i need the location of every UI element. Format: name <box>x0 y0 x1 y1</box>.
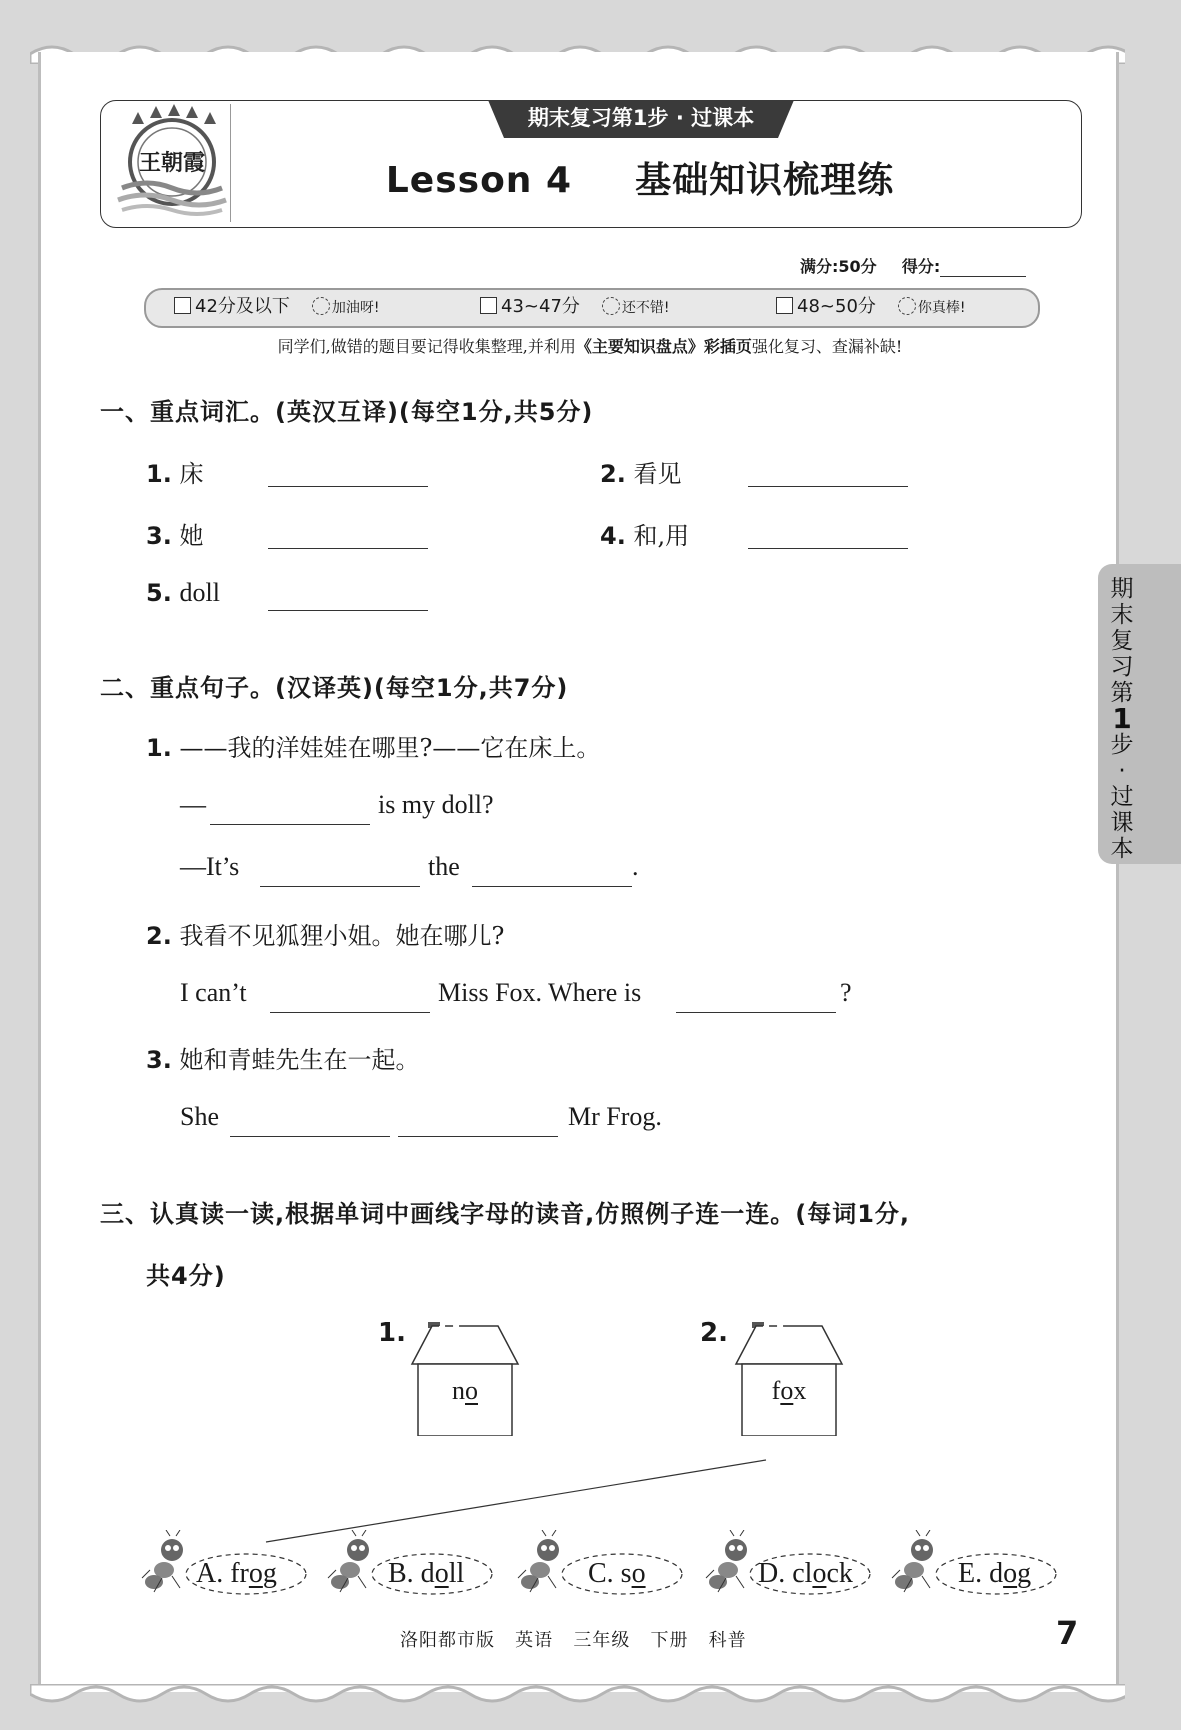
sentence-1-line-2-start: —It’s <box>180 852 240 881</box>
rating-comment: 你真棒! <box>898 300 966 316</box>
sentence-3-prompt: 3. 她和青蛙先生在一起。 <box>146 1046 420 1074</box>
house-1-number: 1. <box>378 1318 406 1348</box>
rating-range: 48~50分 <box>797 296 876 317</box>
page-number: 7 <box>1056 1614 1079 1652</box>
footer-edition: 洛阳都市版 英语 三年级 下册 科普 <box>400 1630 747 1651</box>
rating-range: 43~47分 <box>501 296 580 317</box>
lesson-subtitle: 基础知识梳理练 <box>635 160 895 201</box>
sentence-3-end: Mr Frog. <box>568 1102 662 1131</box>
section-3-title: 三、认真读一读,根据单词中画线字母的读音,仿照例子连一连。(每词1分, <box>100 1200 911 1228</box>
option-d-word[interactable]: D. clock <box>758 1558 853 1589</box>
sentence-2-mid: Miss Fox. Where is <box>438 978 642 1007</box>
vocab-item-3: 3. 她 <box>146 522 204 550</box>
sentence-2-end: ? <box>840 978 852 1007</box>
logo-lettering: 王朝霞 <box>138 150 206 176</box>
rating-comment: 还不错! <box>602 300 670 316</box>
option-a-word[interactable]: A. frog <box>196 1558 277 1589</box>
vocab-item-4: 4. 和,用 <box>600 522 690 550</box>
sentence-1-line-2-mid: the <box>428 852 460 881</box>
rating-comment: 加油呀! <box>312 300 380 316</box>
option-b-word[interactable]: B. doll <box>388 1558 465 1589</box>
house-2-word: fox <box>771 1376 807 1405</box>
sentence-1-line-2-end: . <box>632 852 639 881</box>
banner-title: 期末复习第1步 · 过课本 <box>527 106 755 130</box>
sentence-1-prompt: 1. ——我的洋娃娃在哪里?——它在床上。 <box>146 734 601 762</box>
option-e-word[interactable]: E. dog <box>958 1558 1032 1589</box>
sentence-1-line-1-end: is my doll? <box>378 790 494 819</box>
house-2-number: 2. <box>700 1318 728 1348</box>
study-tip: 同学们,做错的题目要记得收集整理,并利用《主要知识盘点》彩插页强化复习、查漏补缺! <box>277 337 903 356</box>
option-c-word[interactable]: C. so <box>588 1558 646 1589</box>
rating-range: 42分及以下 <box>195 296 290 317</box>
section-1-title: 一、重点词汇。(英汉互译)(每空1分,共5分) <box>100 398 594 426</box>
vocab-item-1: 1. 床 <box>146 460 204 488</box>
section-2-title: 二、重点句子。(汉译英)(每空1分,共7分) <box>100 674 569 702</box>
sentence-2-prompt: 2. 我看不见狐狸小姐。她在哪儿? <box>146 922 505 950</box>
tip-highlight: 《主要知识盘点》彩插页 <box>575 337 752 356</box>
score-label: 得分: <box>901 257 941 276</box>
sentence-2-start: I can’t <box>180 978 247 1007</box>
house-1-word: no <box>452 1376 478 1405</box>
vocab-item-5: 5. doll <box>146 578 220 607</box>
side-tab-label: 期末复习第 1 步·过课本 <box>1110 576 1134 862</box>
sentence-1-line-1-start: — <box>180 790 206 819</box>
lesson-number: Lesson 4 <box>385 160 573 201</box>
full-score: 满分:50分 <box>800 257 877 276</box>
vocab-item-2: 2. 看见 <box>600 460 682 488</box>
sentence-3-start: She <box>180 1102 219 1131</box>
section-3-title-cont: 共4分) <box>146 1262 226 1290</box>
